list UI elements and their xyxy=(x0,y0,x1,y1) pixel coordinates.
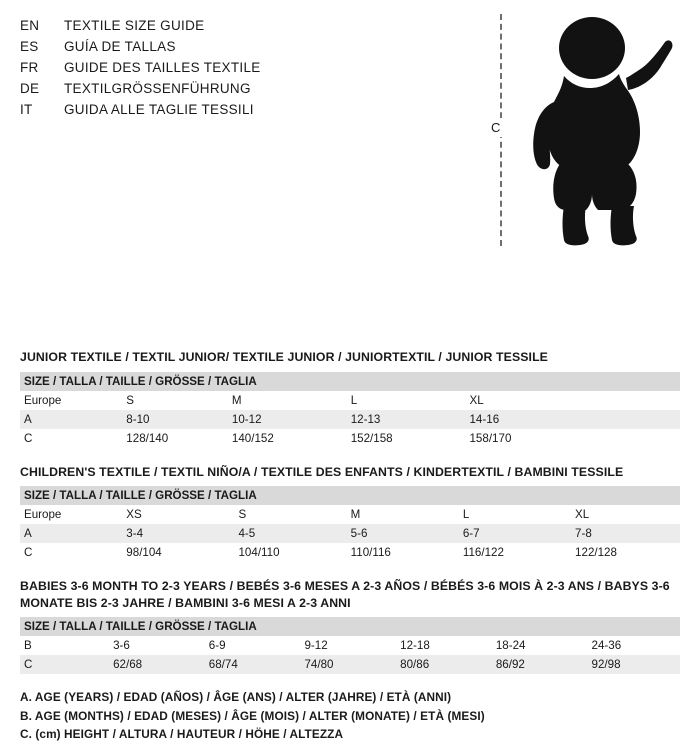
cell: L xyxy=(459,505,571,524)
section-title: JUNIOR TEXTILE / TEXTIL JUNIOR/ TEXTILE JUNIOR / JUNIORTEXTIL / JUNIOR TESSILE xyxy=(20,350,548,364)
section-children xyxy=(20,464,680,563)
language-row xyxy=(20,39,450,54)
cell: 110/116 xyxy=(347,543,459,562)
cell: M xyxy=(228,391,347,410)
cell: S xyxy=(122,391,228,410)
cell: 104/110 xyxy=(234,543,346,562)
cell: 62/68 xyxy=(109,655,205,674)
cell: 140/152 xyxy=(228,429,347,448)
table-band-header xyxy=(20,617,680,636)
cell: 92/98 xyxy=(588,655,680,674)
cell: 12-18 xyxy=(396,636,492,655)
cell: XL xyxy=(465,391,680,410)
table-row xyxy=(20,655,680,674)
band-label: SIZE / TALLA / TAILLE / GRÖSSE / TAGLIA xyxy=(20,617,680,636)
legend-line-a: A. AGE (YEARS) / EDAD (AÑOS) / ÂGE (ANS) / ALTER (JAHRE) / ETÀ (ANNI) xyxy=(20,690,452,705)
cell: 128/140 xyxy=(122,429,228,448)
language-title: GUIDE DES TAILLES TEXTILE xyxy=(64,60,261,75)
cell: 98/104 xyxy=(122,543,234,562)
table-row xyxy=(20,524,680,543)
section-babies xyxy=(20,578,680,674)
measure-c-label: C xyxy=(488,118,503,137)
language-code: DE xyxy=(20,81,40,96)
cell: 24-36 xyxy=(588,636,680,655)
language-row xyxy=(20,102,450,117)
table-row xyxy=(20,505,680,524)
cell: 116/122 xyxy=(459,543,571,562)
row-label: B xyxy=(20,636,109,655)
cell: 3-6 xyxy=(109,636,205,655)
table-band-header xyxy=(20,372,680,391)
row-label: A xyxy=(20,410,122,429)
cell: 158/170 xyxy=(465,429,680,448)
table-row xyxy=(20,543,680,562)
band-label: SIZE / TALLA / TAILLE / GRÖSSE / TAGLIA xyxy=(20,486,680,505)
table-row xyxy=(20,636,680,655)
cell: 10-12 xyxy=(228,410,347,429)
language-title-list xyxy=(20,18,450,117)
language-code: IT xyxy=(20,102,33,117)
band-label: SIZE / TALLA / TAILLE / GRÖSSE / TAGLIA xyxy=(20,372,680,391)
language-row xyxy=(20,81,450,96)
cell: 9-12 xyxy=(300,636,396,655)
table-row xyxy=(20,391,680,410)
language-title: TEXTILE SIZE GUIDE xyxy=(64,18,205,33)
table-row xyxy=(20,429,680,448)
table-band-header xyxy=(20,486,680,505)
row-label: A xyxy=(20,524,122,543)
language-title: GUIDA ALLE TAGLIE TESSILI xyxy=(64,102,254,117)
cell: M xyxy=(347,505,459,524)
height-measurement-figure xyxy=(488,10,678,250)
language-title: TEXTILGRÖSSENFÜHRUNG xyxy=(64,81,251,96)
baby-silhouette-icon xyxy=(524,14,674,246)
language-title: GUÍA DE TALLAS xyxy=(64,39,176,54)
legend xyxy=(20,688,680,743)
section-junior xyxy=(20,349,680,448)
cell: 18-24 xyxy=(492,636,588,655)
cell: 14-16 xyxy=(465,410,680,429)
language-code: EN xyxy=(20,18,40,33)
size-table-children xyxy=(20,486,680,562)
language-code: FR xyxy=(20,60,39,75)
legend-line-b: B. AGE (MONTHS) / EDAD (MESES) / ÂGE (MOIS) / ALTER (MONATE) / ETÀ (MESI) xyxy=(20,708,485,723)
language-row xyxy=(20,60,450,75)
legend-line-c: C. (cm) HEIGHT / ALTURA / HAUTEUR / HÖHE / ALTEZZA xyxy=(20,726,344,741)
cell: 5-6 xyxy=(347,524,459,543)
cell: 6-9 xyxy=(205,636,301,655)
cell: 8-10 xyxy=(122,410,228,429)
cell: 3-4 xyxy=(122,524,234,543)
language-code: ES xyxy=(20,39,39,54)
size-table-junior xyxy=(20,372,680,448)
cell: S xyxy=(234,505,346,524)
cell: 152/158 xyxy=(347,429,466,448)
cell: 6-7 xyxy=(459,524,571,543)
cell: L xyxy=(347,391,466,410)
language-row xyxy=(20,18,450,33)
row-label: C xyxy=(20,543,122,562)
cell: 12-13 xyxy=(347,410,466,429)
size-table-babies xyxy=(20,617,680,674)
cell: 7-8 xyxy=(571,524,680,543)
cell: 80/86 xyxy=(396,655,492,674)
section-title: BABIES 3-6 MONTH TO 2-3 YEARS / BEBÉS 3-6 MESES A 2-3 AÑOS / BÉBÉS 3-6 MOIS À 2-3 ANS / BABYS 3-6 MONATE BIS 2-3 JAHRE / BAMBINI 3-6 MESI A 2-3 ANNI xyxy=(20,579,670,610)
row-label: Europe xyxy=(20,505,122,524)
cell: XS xyxy=(122,505,234,524)
cell: 4-5 xyxy=(234,524,346,543)
row-label: C xyxy=(20,655,109,674)
row-label: C xyxy=(20,429,122,448)
cell: 122/128 xyxy=(571,543,680,562)
cell: 74/80 xyxy=(300,655,396,674)
cell: 68/74 xyxy=(205,655,301,674)
row-label: Europe xyxy=(20,391,122,410)
cell: 86/92 xyxy=(492,655,588,674)
table-row xyxy=(20,410,680,429)
cell: XL xyxy=(571,505,680,524)
section-title: CHILDREN'S TEXTILE / TEXTIL NIÑO/A / TEXTILE DES ENFANTS / KINDERTEXTIL / BAMBINI TESSILE xyxy=(20,464,624,479)
